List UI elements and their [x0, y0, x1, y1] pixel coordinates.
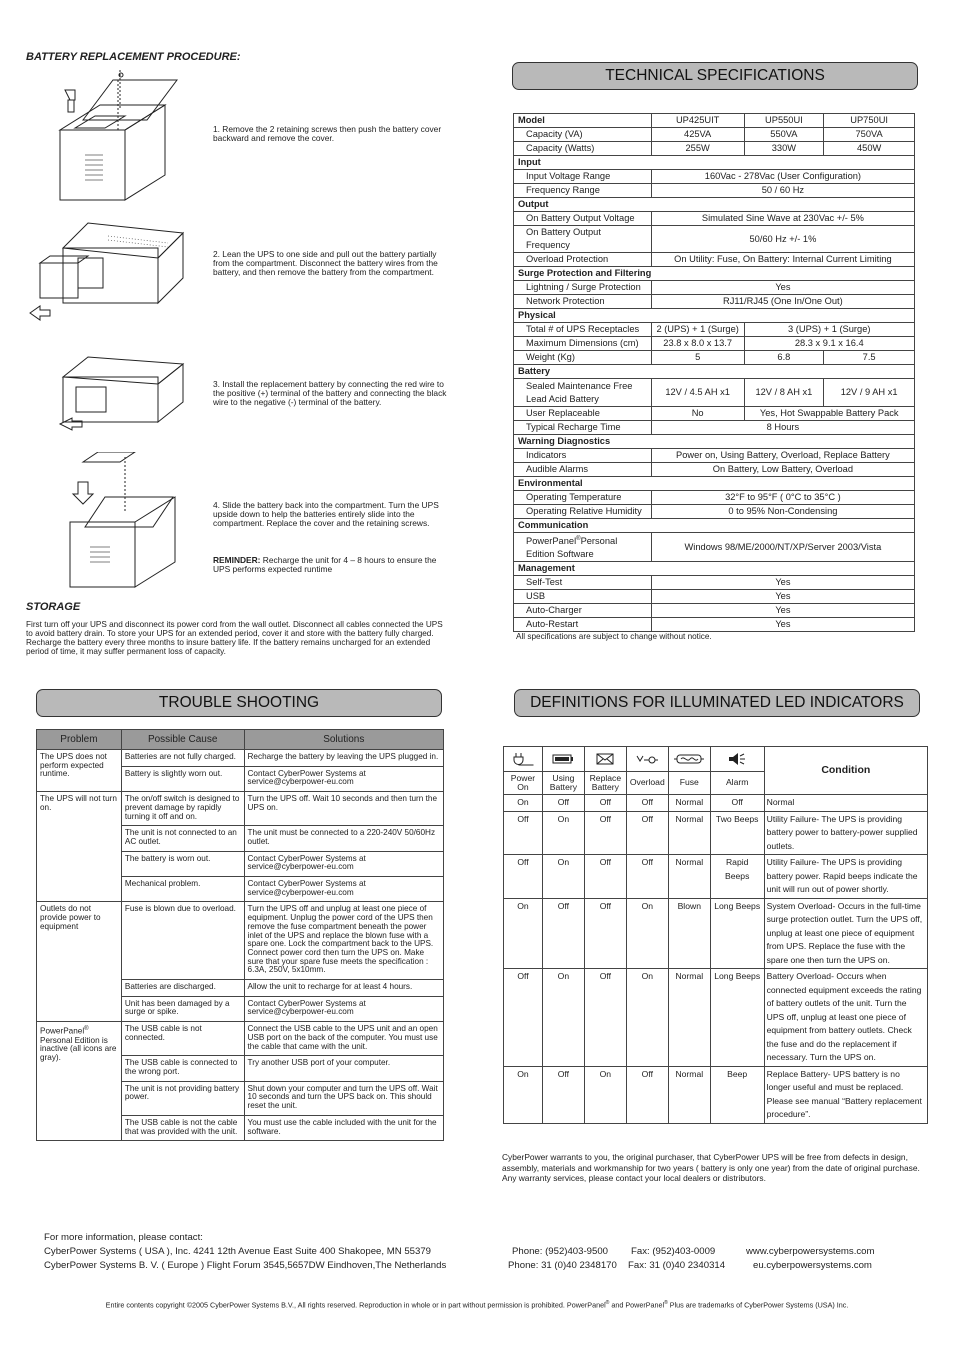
label-alarm: Alarm [710, 772, 764, 795]
table-row: The unit is not connected to an AC outlet. The unit must be connected to a 220-240V 50/60Hz outlet. [37, 826, 444, 851]
table-row: The UPS will not turn on. The on/off switch is designed to prevent damage by rapidly turning it off and on. Turn the UPS off. Wait 10 seconds and then turn the UPS on. [37, 792, 444, 826]
spec-row: Sealed Maintenance Free Lead Acid Battery 12V / 4.5 AH x1 12V / 8 AH x1 12V / 9 AH x1 [514, 379, 915, 407]
label-fuse: Fuse [668, 772, 710, 795]
spec-row: Weight (Kg) 5 6.8 7.5 [514, 351, 915, 365]
battery-reminder [213, 556, 453, 574]
spec-group-physical: Physical [514, 309, 915, 323]
battery-step1-illustration [55, 70, 180, 210]
spec-group-surge: Surge Protection and Filtering [514, 267, 915, 281]
spec-note: All specifications are subject to change without notice. [516, 632, 712, 641]
contact-intro: For more information, please contact: [44, 1232, 203, 1243]
spec-row: On Battery Output Frequency 50/60 Hz +/- 1% [514, 226, 915, 253]
spec-row: Total # of UPS Receptacles 2 (UPS) + 1 (Surge) 3 (UPS) + 1 (Surge) [514, 323, 915, 337]
spec-group-environmental: Environmental [514, 477, 915, 491]
table-row: Outlets do not provide power to equipment Fuse is blown due to overload. Turn the UPS off and unplug at least one piece of equipment. Unplug the power cord of the UPS then remove the fuse compartment beneath the power inlet of the UPS and replace the blown fuse with a spare one. Lock the compartment back to the UPS. Connect power cord then turn the UPS on. Make sure that your spare fuse meets the specification : 6.3A, 250V, 5x10mm. [37, 902, 444, 980]
spec-row: PowerPanel®Personal Edition Software Windows 98/ME/2000/NT/XP/Server 2003/Vista [514, 533, 915, 562]
battery-step2-illustration [28, 218, 188, 323]
condition-header: Condition [764, 747, 927, 795]
label-overload: Overload [626, 772, 668, 795]
contact-us-phone: Phone: (952)403-9500 [512, 1246, 609, 1257]
battery-step-3: 3. Install the replacement battery by connecting the red wire to the positive (+) terminal of the battery and connecting the black wire to the negative (-) terminal of the battery. [213, 379, 447, 408]
spec-group-battery: Battery [514, 365, 915, 379]
spec-row: Operating Relative Humidity 0 to 95% Non-Condensing [514, 505, 915, 519]
header-problem: Problem [37, 730, 122, 750]
trouble-shooting-banner: TROUBLE SHOOTING [36, 689, 442, 717]
reminder-text: Recharge the unit for 4 – 8 hours to ensure the UPS performs expected runtime [213, 555, 437, 575]
table-row: On Off Off Off Normal Off Normal [504, 795, 928, 812]
storage-text: First turn off your UPS and disconnect its power cord from the wall outlet. Disconnect all cables connected the UPS to avoid battery drain. To store your UPS for an extended period, cover it and store with the battery fully charged. Recharge the battery every three months to insure battery life. If the battery remains uncharged for an extended period of time, it may suffer permanent loss of capacity. [26, 620, 443, 656]
label-replace-battery: Replace Battery [584, 772, 626, 795]
battery-icon [542, 747, 584, 772]
table-row: On Off Off On Blown Long Beeps System Overload- Occurs in the full-time surge protection outlet. Turn the UPS off, unplug at least one piece of equipment from UPS. Replace the fuse with the spare one then turn the UPS on. [504, 898, 928, 969]
table-row: Off On Off Off Normal Two Beeps Utility Failure- The UPS is providing battery power to battery-power supplied outlets. [504, 811, 928, 855]
spec-row: Typical Recharge Time 8 Hours [514, 421, 915, 435]
contact-us-address: CyberPower Systems ( USA ), Inc. 4241 12th Avenue East Suite 400 Shakopee, MN 55379 [44, 1246, 431, 1257]
led-indicators-banner: DEFINITIONS FOR ILLUMINATED LED INDICATORS [514, 689, 920, 717]
label-using-battery: Using Battery [542, 772, 584, 795]
trouble-shooting-table [36, 729, 444, 1141]
header-solutions: Solutions [244, 730, 443, 750]
trouble-header-row [37, 730, 444, 750]
contact-eu-address: CyberPower Systems B. V. ( Europe ) Flight Forum 3545,5657DW Eindhoven,The Netherlands [44, 1260, 447, 1271]
spec-row: Frequency Range 50 / 60 Hz [514, 184, 915, 198]
header-cause: Possible Cause [121, 730, 244, 750]
spec-row: Capacity (Watts) 255W 330W 450W [514, 142, 915, 156]
spec-row: Auto-Restart Yes [514, 618, 915, 632]
label-power-on: Power On [504, 772, 543, 795]
contact-us-website[interactable]: www.cyberpowersystems.com [746, 1246, 875, 1257]
spec-row: Audible Alarms On Battery, Low Battery, Overload [514, 463, 915, 477]
spec-group-management: Management [514, 562, 915, 576]
spec-row: User Replaceable No Yes, Hot Swappable Battery Pack [514, 407, 915, 421]
spec-row-model: Model UP425UIT UP550UI UP750UI [514, 114, 915, 128]
spec-group-communication: Communication [514, 519, 915, 533]
spec-group-input: Input [514, 156, 915, 170]
problem-cell: PowerPanel® Personal Edition is inactive (all icons are gray). [37, 1022, 122, 1141]
fuse-icon [668, 747, 710, 772]
table-row: The unit is not providing battery power. Shut down your computer and turn the UPS off. Wait 10 seconds and turn the UPS back on. This should reset the unit. [37, 1081, 444, 1115]
table-row: Battery is slightly worn out. Contact CyberPower Systems at service@cyberpower-eu.com [37, 766, 444, 791]
overload-icon [626, 747, 668, 772]
spec-row: Operating Temperature 32°F to 95°F ( 0°C to 35°C ) [514, 491, 915, 505]
table-row: The UPS does not perform expected runtime. Batteries are not fully charged. Recharge the battery by leaving the UPS plugged in. [37, 750, 444, 767]
table-row: The USB cable is not the cable that was provided with the unit. You must use the cable included with the unit for the software. [37, 1115, 444, 1140]
power-plug-icon [504, 747, 543, 772]
battery-step4-illustration [65, 452, 185, 592]
table-row: Batteries are discharged. Allow the unit to recharge for at least 4 hours. [37, 980, 444, 997]
spec-row: Auto-Charger Yes [514, 604, 915, 618]
envelope-icon [584, 747, 626, 772]
contact-us-fax: Fax: (952)403-0009 [631, 1246, 716, 1257]
spec-row: Lightning / Surge Protection Yes [514, 281, 915, 295]
spec-row: Input Voltage Range 160Vac - 278Vac (User Configuration) [514, 170, 915, 184]
spec-group-output: Output [514, 198, 915, 212]
spec-row: Capacity (VA) 425VA 550VA 750VA [514, 128, 915, 142]
table-row: Unit has been damaged by a surge or spike. Contact CyberPower Systems at service@cyberpower-eu.com [37, 996, 444, 1021]
spec-row: On Battery Output Voltage Simulated Sine Wave at 230Vac +/- 5% [514, 212, 915, 226]
spec-row: Maximum Dimensions (cm) 23.8 x 8.0 x 13.7 28.3 x 9.1 x 16.4 [514, 337, 915, 351]
problem-cell: The UPS does not perform expected runtime. [37, 750, 122, 792]
contact-eu-website[interactable]: eu.cyberpowersystems.com [753, 1260, 872, 1271]
spec-row: Network Protection RJ11/RJ45 (One In/One Out) [514, 295, 915, 309]
spec-row: USB Yes [514, 590, 915, 604]
spec-row: Self-Test Yes [514, 576, 915, 590]
copyright-footer: Entire contents copyright ©2005 CyberPower Systems B.V., All rights reserved. Reproduction in whole or in part without permission is prohibited. PowerPanel® and PowerPanel® Plus are trademarks of CyberPower Systems (USA) Inc. [105, 1300, 849, 1310]
tech-specs-table [513, 113, 915, 632]
battery-step-2: 2. Lean the UPS to one side and pull out the battery partially from the compartment. Disconnect the battery wires from the battery, and then remove the battery from the compartment. [213, 249, 438, 278]
problem-cell: The UPS will not turn on. [37, 792, 122, 902]
table-row: Mechanical problem. Contact CyberPower Systems at service@cyberpower-eu.com [37, 877, 444, 902]
battery-procedure-title: BATTERY REPLACEMENT PROCEDURE: [26, 51, 241, 63]
spec-group-warning: Warning Diagnostics [514, 435, 915, 449]
contact-eu-fax: Fax: 31 (0)40 2340314 [628, 1260, 726, 1271]
table-row: The USB cable is connected to the wrong port. Try another USB port of your computer. [37, 1056, 444, 1081]
led-indicators-table [503, 746, 928, 1124]
tech-specs-banner: TECHNICAL SPECIFICATIONS [512, 62, 918, 90]
table-row: The battery is worn out. Contact CyberPower Systems at service@cyberpower-eu.com [37, 851, 444, 876]
led-icon-row [504, 747, 928, 772]
warranty-text: CyberPower warrants to you, the original purchaser, that CyberPower UPS will be free from defects in design, assembly, materials and workmanship for two years ( battery is only one year) from the date of original purchase. Any warranty services, please contact your local dealers or distributors. [502, 1152, 920, 1183]
storage-title: STORAGE [26, 601, 81, 613]
spec-row: Overload Protection On Utility: Fuse, On Battery: Internal Current Limiting [514, 253, 915, 267]
table-row: On Off On Off Normal Beep Replace Battery- UPS battery is no longer useful and must be replaced. Please see manual “Battery replacement procedure”. [504, 1066, 928, 1123]
reminder-label: REMINDER: [213, 555, 261, 565]
battery-step3-illustration [58, 352, 188, 432]
contact-eu-phone: Phone: 31 (0)40 2348170 [508, 1260, 617, 1271]
battery-step-1: 1. Remove the 2 retaining screws then push the battery cover backward and remove the cover. [213, 124, 442, 144]
table-row: Off On Off Off Normal Rapid Beeps Utility Failure- The UPS is providing battery power. Rapid beeps indicate the unit will run out of power shortly. [504, 855, 928, 899]
problem-cell: Outlets do not provide power to equipment [37, 902, 122, 1022]
table-row: Off On Off On Normal Long Beeps Battery Overload- Occurs when connected equipment exceeds the rating of battery outlets of the unit. Turn the UPS off, unplug at least one piece of equipment from battery outlets. Check the fuse and do the replacement if necessary. Turn the UPS on. [504, 969, 928, 1067]
spec-row: Indicators Power on, Using Battery, Overload, Replace Battery [514, 449, 915, 463]
speaker-alarm-icon [710, 747, 764, 772]
battery-step-4: 4. Slide the battery back into the compartment. Turn the UPS upside down to help the batteries entirely slide into the compartment. Replace the cover and the retaining screws. [213, 500, 439, 529]
table-row: PowerPanel® Personal Edition is inactive (all icons are gray). The USB cable is not connected. Connect the USB cable to the UPS unit and an open USB port on the back of the computer. You must use the cable that came with the unit. [37, 1022, 444, 1056]
